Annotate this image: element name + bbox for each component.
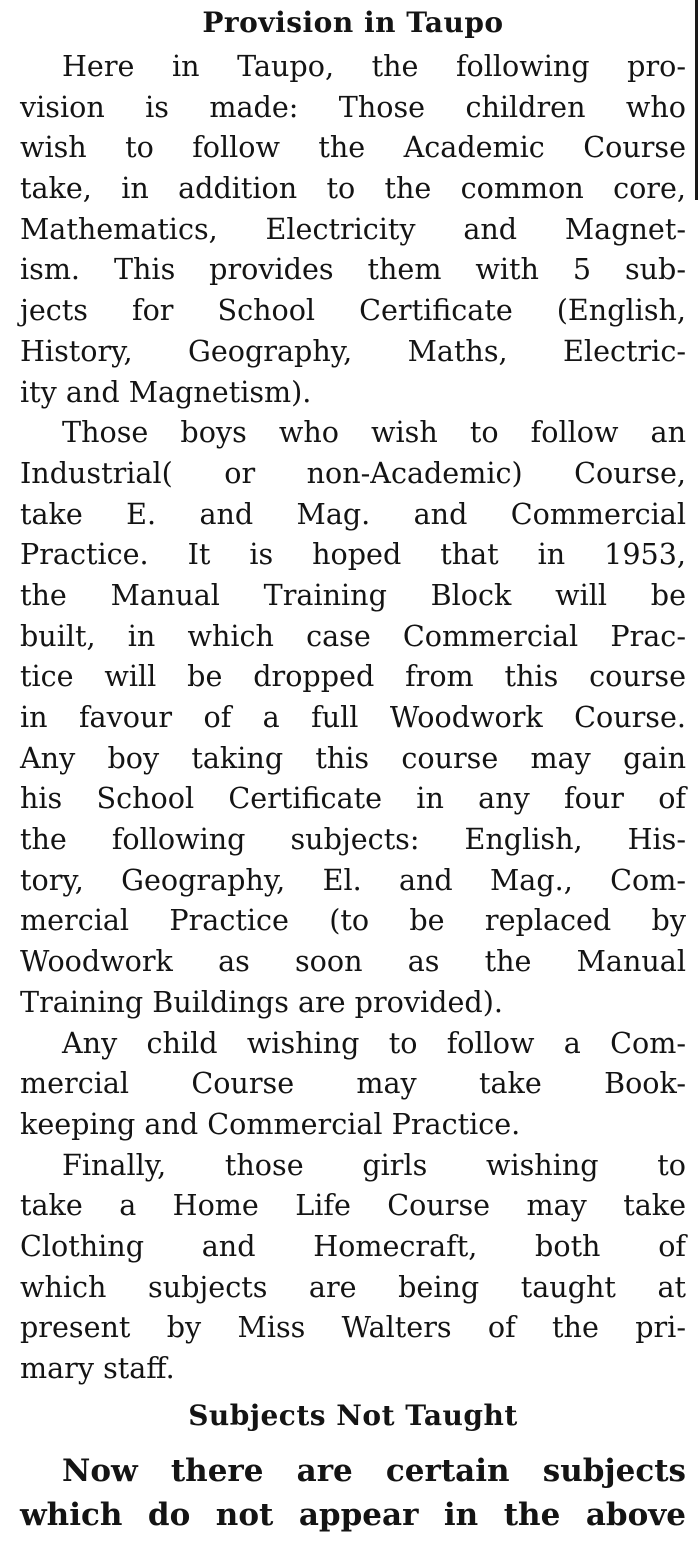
text-line: Clothing and Homecraft, both of bbox=[20, 1228, 686, 1263]
text-line: Practice. It is hoped that in 1953, bbox=[20, 537, 686, 572]
text-line: mercial Course may take Book- bbox=[20, 1066, 686, 1101]
text-line: mercial Practice (to be replaced by bbox=[20, 903, 686, 938]
text-line: Woodwork as soon as the Manual bbox=[20, 944, 686, 979]
text-line: wish to follow the Academic Course bbox=[20, 130, 686, 165]
text-line: jects for School Certificate (English, bbox=[20, 293, 686, 328]
text-line: which subjects are being taught at bbox=[20, 1269, 686, 1304]
text-line: Now there are certain subjects bbox=[62, 1452, 686, 1489]
text-line: built, in which case Commercial Prac- bbox=[20, 618, 686, 653]
text-line: ity and Magnetism). bbox=[20, 374, 312, 409]
section-heading-subjects-not-taught: Subjects Not Taught bbox=[188, 1398, 518, 1432]
text-line: present by Miss Walters of the pri- bbox=[20, 1310, 686, 1345]
text-line: Training Buildings are provided). bbox=[20, 984, 503, 1019]
article-column bbox=[20, 0, 686, 1537]
text-line: take a Home Life Course may take bbox=[20, 1188, 686, 1223]
text-line: vision is made: Those children who bbox=[20, 89, 686, 124]
paragraph-5 bbox=[20, 1449, 686, 1537]
text-line: take, in addition to the common core, bbox=[20, 171, 686, 206]
text-line: History, Geography, Maths, Electric- bbox=[20, 333, 686, 368]
text-line: keeping and Commercial Practice. bbox=[20, 1106, 521, 1141]
text-line: Finally, those girls wishing to bbox=[62, 1147, 686, 1182]
text-line: in favour of a full Woodwork Course. bbox=[20, 700, 686, 734]
text-line: the following subjects: English, His- bbox=[20, 822, 686, 857]
text-line: the Manual Training Block will be bbox=[20, 577, 686, 612]
column-rule bbox=[695, 0, 698, 200]
text-line: Any boy taking this course may gain bbox=[20, 740, 686, 775]
paragraph-4 bbox=[20, 1145, 686, 1389]
text-line: Those boys who wish to follow an bbox=[62, 415, 686, 450]
text-line: his School Certificate in any four of bbox=[20, 781, 686, 816]
text-line: tory, Geography, El. and Mag., Com- bbox=[20, 862, 686, 897]
text-line: Mathematics, Electricity and Magnet- bbox=[20, 211, 686, 246]
text-line: ism. This provides them with 5 sub- bbox=[20, 252, 686, 287]
text-line: mary staff. bbox=[20, 1351, 175, 1385]
text-line: tice will be dropped from this course bbox=[20, 659, 686, 694]
paragraph-1 bbox=[20, 46, 686, 412]
paragraph-3 bbox=[20, 1023, 686, 1145]
paragraph-2 bbox=[20, 412, 686, 1022]
text-line: which do not appear in the above bbox=[20, 1496, 686, 1533]
text-line: Industrial( or non-Academic) Course, bbox=[20, 455, 686, 490]
text-line: Here in Taupo, the following pro- bbox=[62, 49, 686, 83]
section-heading-provision: Provision in Taupo bbox=[202, 6, 504, 39]
text-line: take E. and Mag. and Commercial bbox=[20, 496, 686, 531]
text-line: Any child wishing to follow a Com- bbox=[62, 1025, 686, 1060]
